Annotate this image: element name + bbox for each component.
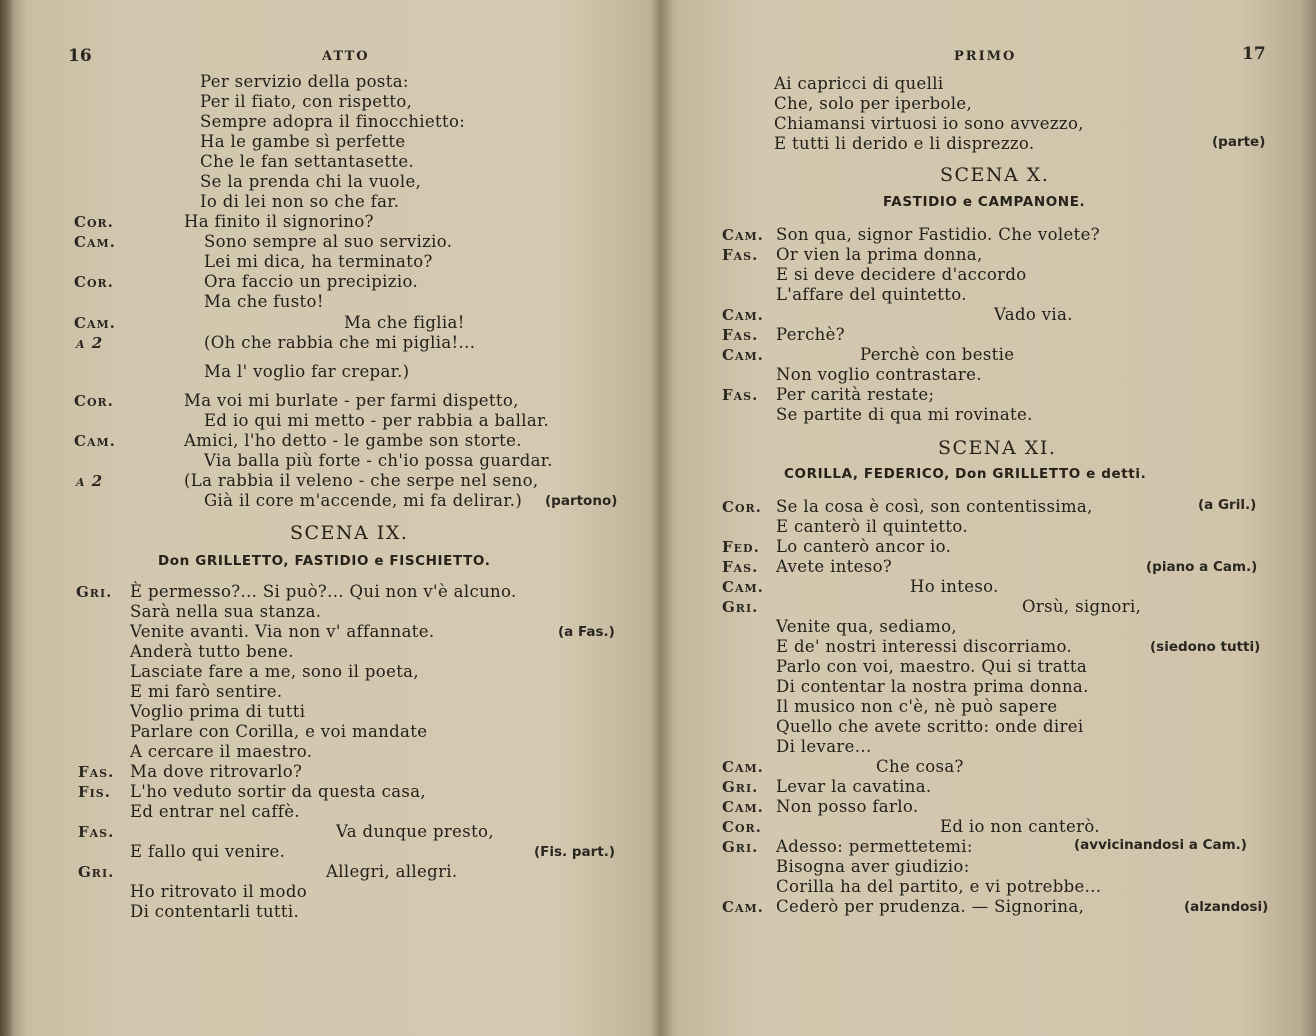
speaker-label: Gri. [76,583,113,601]
verse-text: Ma dove ritrovarlo? [130,762,303,781]
verse-text: Di contentarli tutti. [130,902,300,921]
verse-text: Adesso: permettetemi: [776,837,973,856]
verse-text: Per carità restate; [776,385,935,404]
verse-text: L'affare del quintetto. [776,285,967,304]
stage-direction: (a Gril.) [1198,497,1257,513]
verse-text: Sempre adopra il finocchietto: [200,112,466,131]
verse-text: Levar la cavatina. [776,777,932,796]
verse-text: Via balla più forte - ch'io possa guardar. [204,451,553,470]
verse-text: Venite qua, sediamo, [776,617,957,636]
speaker-label: Cor. [74,213,114,231]
speaker-label: Fas. [722,246,759,264]
speaker-label: Cor. [722,498,762,516]
verse-text: Amici, l'ho detto - le gambe son storte. [184,431,522,450]
verse-text: Avete inteso? [776,557,893,576]
verse-text: Or vien la prima donna, [776,245,983,264]
verse-text: Ai capricci di quelli [774,74,944,93]
verse-text: Ed entrar nel caffè. [130,802,300,821]
stage-direction: (Fis. part.) [534,844,616,860]
verse-text: Lasciate fare a me, sono il poeta, [130,662,419,681]
verse-text: Lei mi dica, ha terminato? [204,252,433,271]
verse-text: Se la cosa è così, son contentissima, [776,497,1093,516]
speaker-label: Fis. [78,783,111,801]
scene-cast: CORILLA, FEDERICO, Don GRILLETTO e detti. [784,466,1147,482]
stage-direction: (avvicinandosi a Cam.) [1074,837,1247,853]
verse-text: Non voglio contrastare. [776,365,982,384]
speaker-label: a 2 [76,472,104,490]
verse-text: Allegri, allegri. [326,862,458,881]
verse-text: È permesso?... Si può?... Qui non v'è alcuno. [130,582,517,601]
verse-text: Ma che fusto! [204,292,324,311]
verse-text: E mi farò sentire. [130,682,283,701]
speaker-label: a 2 [76,334,104,352]
right-page [660,0,1316,1036]
verse-text: Per il fiato, con rispetto, [200,92,413,111]
speaker-label: Fas. [722,558,759,576]
verse-text: Venite avanti. Via non v' affannate. [130,622,435,641]
verse-text: Sarà nella sua stanza. [130,602,322,621]
stage-direction: (parte) [1212,134,1266,150]
speaker-label: Cam. [722,346,764,364]
speaker-label: Fas. [722,326,759,344]
verse-text: Il musico non c'è, nè può sapere [776,697,1058,716]
verse-text: Di levare... [776,737,872,756]
speaker-label: Fas. [722,386,759,404]
scene-title: SCENA IX. [290,522,409,544]
verse-text: Ha le gambe sì perfette [200,132,406,151]
speaker-label: Cor. [74,392,114,410]
speaker-label: Cam. [74,314,116,332]
verse-text: Non posso farlo. [776,797,919,816]
verse-text: Ha finito il signorino? [184,212,374,231]
verse-text: Io di lei non so che far. [200,192,400,211]
scene-title: SCENA X. [940,164,1050,186]
verse-text: (La rabbia il veleno - che serpe nel seno, [184,471,539,490]
page-number: 17 [1242,44,1266,64]
verse-text: Ho ritrovato il modo [130,882,308,901]
speaker-label: Cam. [74,432,116,450]
speaker-label: Cam. [74,233,116,251]
stage-direction: (piano a Cam.) [1146,559,1258,575]
verse-text: Bisogna aver giudizio: [776,857,970,876]
verse-text: Chiamansi virtuosi io sono avvezzo, [774,114,1084,133]
verse-text: Perchè con bestie [860,345,1015,364]
verse-text: Sono sempre al suo servizio. [204,232,453,251]
scene-title: SCENA XI. [938,437,1057,459]
scene-cast: Don GRILLETTO, FASTIDIO e FISCHIETTO. [158,553,491,569]
speaker-label: Cam. [722,578,764,596]
verse-text: Ma l' voglio far crepar.) [204,362,410,381]
verse-text: E canterò il quintetto. [776,517,968,536]
speaker-label: Fas. [78,823,115,841]
verse-text: Lo canterò ancor io. [776,537,952,556]
verse-text: L'ho veduto sortir da questa casa, [130,782,427,801]
speaker-label: Cam. [722,306,764,324]
verse-text: Cederò per prudenza. — Signorina, [776,897,1085,916]
speaker-label: Gri. [78,863,115,881]
verse-text: Già il core m'accende, mi fa delirar.) [204,491,523,510]
verse-text: A cercare il maestro. [130,742,313,761]
verse-text: Ora faccio un precipizio. [204,272,419,291]
running-head: ATTO [322,49,370,64]
verse-text: Ed io qui mi metto - per rabbia a ballar. [204,411,550,430]
verse-text: Di contentar la nostra prima donna. [776,677,1089,696]
speaker-label: Cam. [722,798,764,816]
stage-direction: (a Fas.) [558,624,615,640]
verse-text: Perchè? [776,325,845,344]
verse-text: Anderà tutto bene. [130,642,294,661]
verse-text: Son qua, signor Fastidio. Che volete? [776,225,1100,244]
verse-text: Che, solo per iperbole, [774,94,973,113]
verse-text: Che cosa? [876,757,964,776]
speaker-label: Cam. [722,898,764,916]
verse-text: Voglio prima di tutti [130,702,306,721]
verse-text: Orsù, signori, [1022,597,1142,616]
verse-text: Che le fan settantasette. [200,152,415,171]
verse-text: Ho inteso. [910,577,999,596]
scene-cast: FASTIDIO e CAMPANONE. [883,194,1086,210]
verse-text: Corilla ha del partito, e vi potrebbe... [776,877,1102,896]
verse-text: Ma che figlia! [344,313,465,332]
page-number: 16 [68,46,92,66]
verse-text: Va dunque presto, [336,822,494,841]
running-head: PRIMO [954,49,1017,64]
verse-text: E de' nostri interessi discorriamo. [776,637,1073,656]
speaker-label: Cor. [74,273,114,291]
verse-text: Vado via. [994,305,1073,324]
speaker-label: Cam. [722,226,764,244]
speaker-label: Gri. [722,778,759,796]
speaker-label: Cam. [722,758,764,776]
speaker-label: Gri. [722,598,759,616]
verse-text: Se la prenda chi la vuole, [200,172,422,191]
verse-text: E tutti li derido e li disprezzo. [774,134,1035,153]
speaker-label: Cor. [722,818,762,836]
stage-direction: (siedono tutti) [1150,639,1261,655]
speaker-label: Fas. [78,763,115,781]
verse-text: Ma voi mi burlate - per farmi dispetto, [184,391,519,410]
verse-text: E fallo qui venire. [130,842,286,861]
speaker-label: Gri. [722,838,759,856]
stage-direction: (alzandosi) [1184,899,1269,915]
stage-direction: (partono) [545,493,618,509]
verse-text: E si deve decidere d'accordo [776,265,1027,284]
verse-text: Parlare con Corilla, e voi mandate [130,722,428,741]
verse-text: Se partite di qua mi rovinate. [776,405,1033,424]
verse-text: (Oh che rabbia che mi piglia!... [204,333,476,352]
verse-text: Ed io non canterò. [940,817,1100,836]
verse-text: Per servizio della posta: [200,72,409,91]
speaker-label: Fed. [722,538,760,556]
verse-text: Quello che avete scritto: onde direi [776,717,1084,736]
verse-text: Parlo con voi, maestro. Qui si tratta [776,657,1088,676]
